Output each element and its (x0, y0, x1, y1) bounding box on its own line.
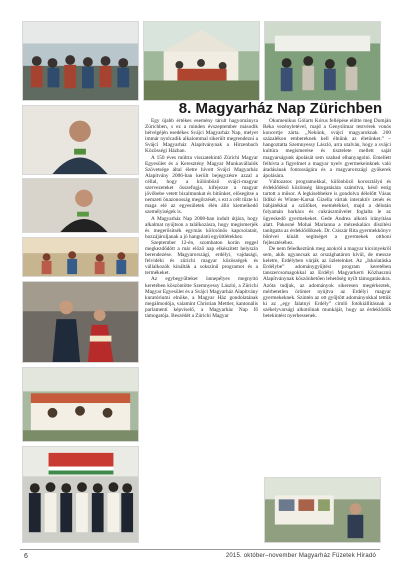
paragraph: Változatos programokkal, különböző korosztályú és érdeklődésű közönség látogatására számítva, késő estig tartott a műsor. A legkisebbekre is gondolva délelőtt Vásas Ildikó és Winter-Karsai Gizella vártak interaktív zenés és bábjátékkal a szülőket, esemétékkel, majd a délután folyamán barkács és cukrászművelet foglalta le az ügyeskedő gyermekeket. Gede Andrea alkotó irányítása alatt. Pakosné Mohai Marianna a mézeskalács díszítési tanítgatta az érdeklődőknek. Dr. Csiszár Rita gyermekkönyv bőrével kínált segítséget a gyermekek otthoni fejlesztéséhez. (263, 178, 391, 246)
paragraph: A Magyarház Nap 2008-ban indult útjára, hogy alkalmat nyújtson a találkozásra, hogy megismerjék és megerősítsék egymás kölcsönös kapcsolatait, hozzájáruljanak a jó hangulatú együttlétekhez. (145, 215, 258, 240)
footer-divider (20, 549, 380, 550)
page-footer (0, 549, 400, 566)
paragraph: Egy újabb értékes esemény tárult hagyományra Zürichben, s ez a minden évszeptember második hétvégéjén esedékes Svájci Magyarház Nap, melyet immár nyolcadik alkalommal sikerült megrendezni a Svájci Magyarház Alapítványnak a Hirzenbach Közösségi Házban. (145, 118, 258, 155)
page-number: 6 (24, 553, 28, 560)
article-column-2 (263, 118, 391, 488)
photo-crowd-tent (22, 21, 139, 101)
paragraph: De nem feledkeztünk meg azokról a magyar kicsinyekről sem, akik ugyancsak az országhatáron kívül, de messze keletre, Erdélyben várják az üzleteinket. Az „Iskolatáska Erdélybe” adománygyűjtési program keretében tanszercsomagokkal az Erdélyi Magyarkerti Közhasznú Alapítványnak köszönhetően lehetőség nyílt támogatásukra. Azóta tudjuk, az adományok sikeresen megérkeztek, mérhetetlen örömet nyújtva az Erdélyi magyar gyermekeknek. Szintén az ott gyűjtött adományokkal tettük ki az „egy falatnyi Erdély” címlő fotókiállításnak a székelyvarsági alkotóinak munkáját, hogy az érdeklődők betekintést nyerhessenek. (263, 245, 391, 319)
paragraph: A 150 éves múltra visszatekintő Zürichi Magyar Egyesület és a Keresztény Magyar Munkavállalók Szövetsége által életre hívott Svájci Magyarház Alapítvány 2006-ban került bejegyzésre azzal a céllal, hogy a különböző svájci-magyar szervezeteket összefogja, kifejezze a magyar jövőbebe vetett bizalmunkat és hitünket, elősegítse a nemzeti önazonosság megőrzését, s ezt a célt tűzte ki maga elé az egyesületek élén álló kiemelkedő személyiségek is. (145, 154, 258, 216)
paragraph: Az egybegyűlteket ünnepélyes megnyitó keretében köszöntötte Szemnyessy László, a Zürichi Magyar Egyesület és a Svájci Magyarház Alapítvány kuratóriumi elnöke, a Magyar Ház gondolatának megálmodója, valamint Christian Mettler, kantonális parlamenti képviselő, a Magyarház Nap fő támogatója. Beszédét a Zürichi Magyar (145, 276, 258, 319)
article-column-1 (145, 118, 258, 544)
article-title: 8. Magyarház Nap Zürichben (178, 100, 383, 117)
photo-tent-gathering (264, 21, 381, 101)
photo-market-stall (22, 367, 139, 442)
photo-folk-costume-dance (22, 281, 139, 363)
photo-speaker-portrait-1 (22, 105, 139, 175)
photo-children-performance (22, 237, 139, 277)
paragraph: Szeptember 12-én, szombaton korán reggel megkezdődött a már előző nap elkészített helyszín berendezése. Magyarországi, erdélyi, vajdasági, felvidéki és zürichi magyar közösségek és vállalkozók kínálták a sokszínű programot és a termékeket. (145, 239, 258, 277)
publication-info: 2015. október–november Magyarház Füzetek Híradó (225, 553, 376, 559)
photo-speaker-portrait-2 (22, 178, 139, 233)
photo-group-banner (22, 446, 139, 543)
paragraph: Ökumenikus Gólarts Kórus fellépése előtte meg Domján Réka vezényletével, majd a Genyslimar testvérek vonós koncertje zárta. „Nekünk, svájci magyaroknak 200 százalékon embereknek kell élnünk az életünket.” – hangoztatta Szemnyessy László, arra utalván, hogy a svájci kultúra megismerése és tisztelete mellett saját magyarságunk ápolását sem szabad elhanyagolni. Emellett felhívta a figyelmet a magyar nyelv gyermekeinknek való átadásának fontosságára és a magyarországi gyökerek ápolására. (263, 118, 391, 179)
photo-tent-outdoor (143, 21, 260, 101)
